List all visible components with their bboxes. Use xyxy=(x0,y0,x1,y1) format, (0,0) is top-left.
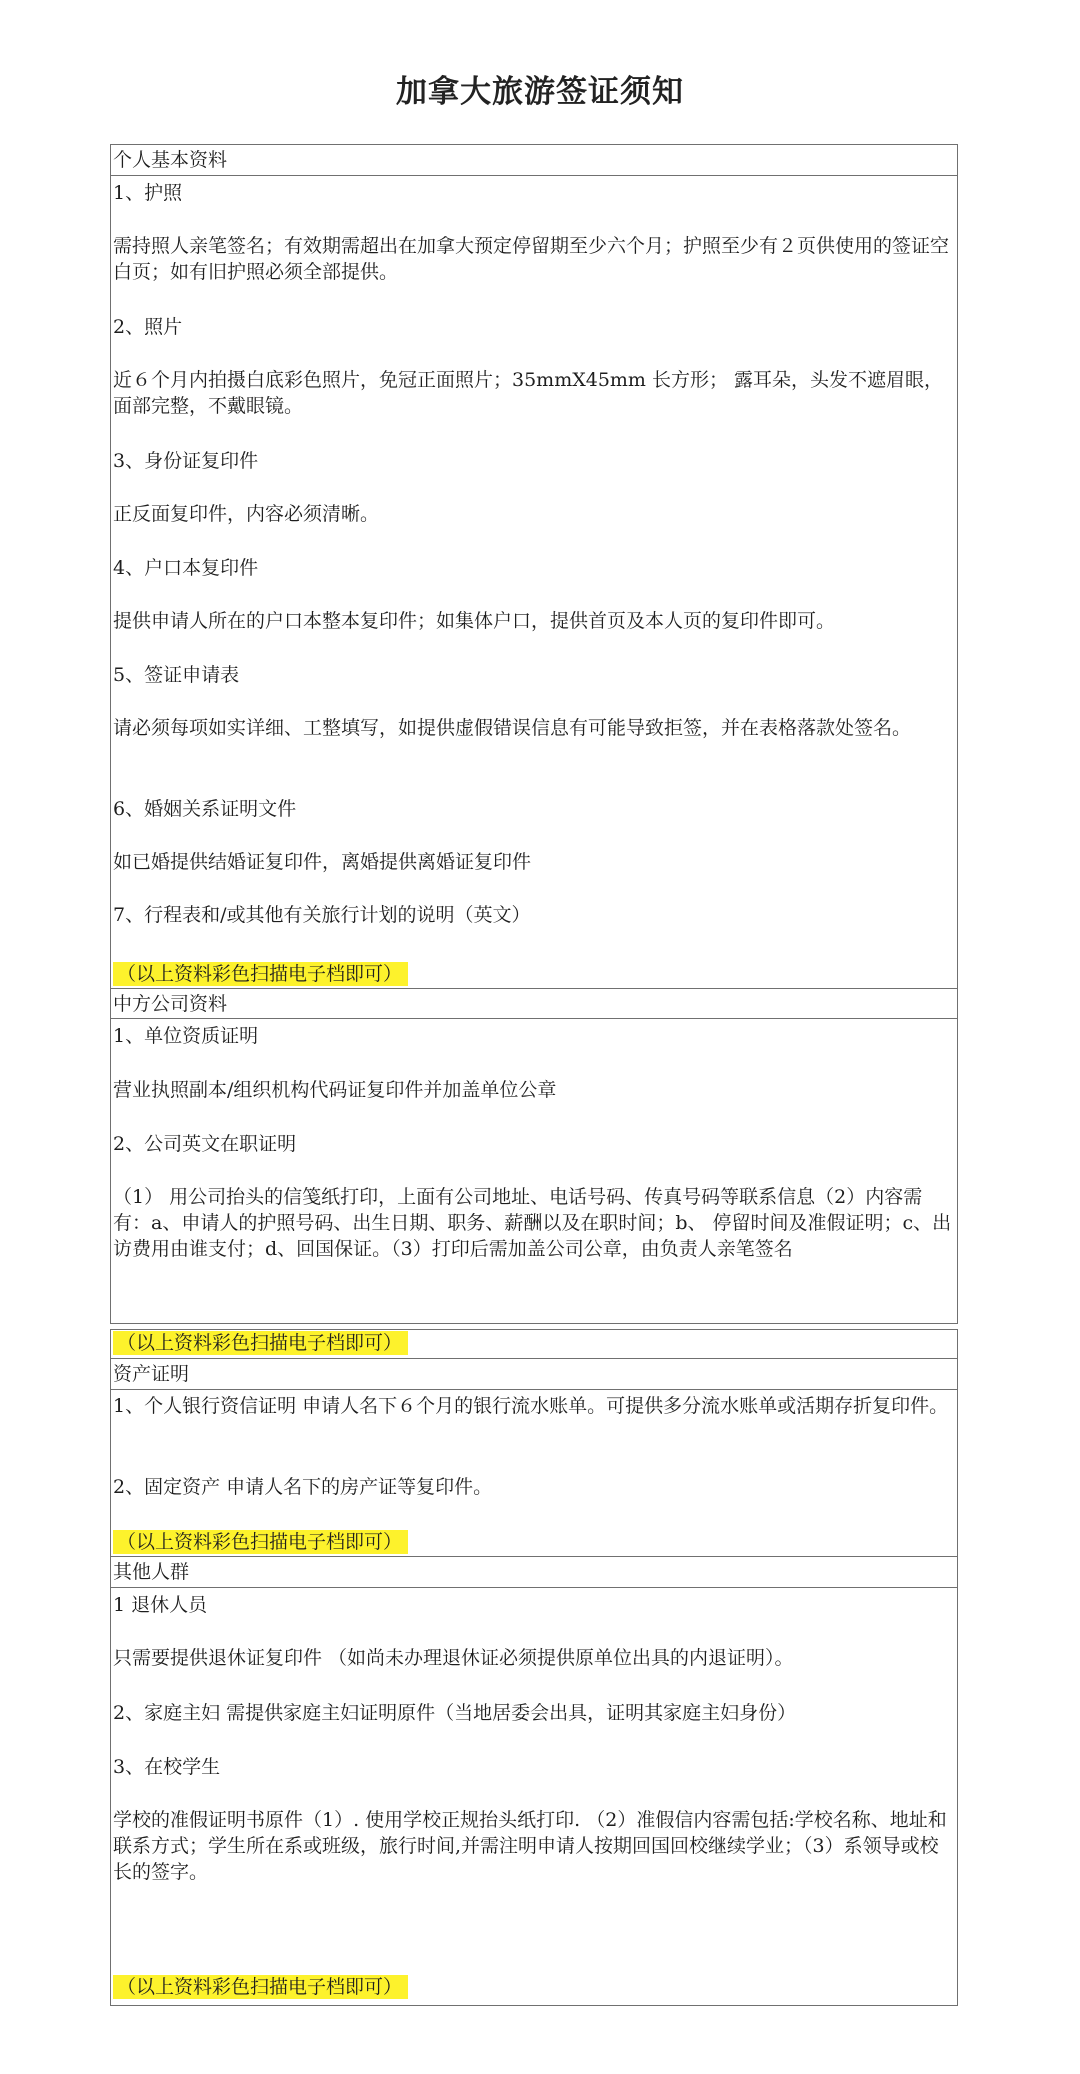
assets-item-bank: 1、个人银行资信证明 申请人名下６个月的银行流水账单。可提供多分流水账单或活期存折复印件。 xyxy=(113,1395,949,1417)
divider xyxy=(111,988,957,989)
item-heading-qualification: 1、单位资质证明 xyxy=(113,1025,259,1047)
item-body-photo: 近６个月内拍摄白底彩色照片，免冠正面照片；35mmX45mm 长方形； 露耳朵，头发不遮眉眼，面部完整，不戴眼镜。 xyxy=(113,369,944,417)
section-header-others: 其他人群 xyxy=(113,1561,190,1583)
section-header-assets: 资产证明 xyxy=(113,1363,190,1385)
assets-item-property: 2、固定资产 申请人名下的房产证等复印件。 xyxy=(113,1476,493,1498)
item-body-id-card: 正反面复印件，内容必须清晰。 xyxy=(113,503,380,525)
item-heading-student: 3、在校学生 xyxy=(113,1756,221,1778)
requirements-table-secondary xyxy=(110,1329,958,2006)
divider xyxy=(111,175,957,176)
item-heading-marriage: 6、婚姻关系证明文件 xyxy=(113,798,297,820)
item-body-retired: 只需要提供退休证复印件 （如尚未办理退休证必须提供原单位出具的内退证明）。 xyxy=(113,1647,794,1669)
item-body-hukou: 提供申请人所在的户口本整本复印件；如集体户口，提供首页及本人页的复印件即可。 xyxy=(113,610,836,632)
item-body-qualification: 营业执照副本/组织机构代码证复印件并加盖单位公章 xyxy=(113,1079,557,1101)
item-body-application-form: 请必须每项如实详细、工整填写，如提供虚假错误信息有可能导致拒签，并在表格落款处签名。 xyxy=(113,717,912,739)
page-title: 加拿大旅游签证须知 xyxy=(396,74,684,110)
divider xyxy=(111,1556,957,1557)
item-body-marriage: 如已婚提供结婚证复印件，离婚提供离婚证复印件 xyxy=(113,851,532,873)
divider xyxy=(111,1587,957,1588)
note-assets xyxy=(113,1529,953,1555)
item-heading-photo: 2、照片 xyxy=(113,316,183,338)
item-body-student: 学校的准假证明书原件（1）. 使用学校正规抬头纸打印. （2）准假信内容需包括:学校名称、地址和联系方式；学生所在系或班级，旅行时间,并需注明申请人按期回国回校继续学业；（3）系领导或校长的签字。 xyxy=(113,1809,947,1883)
item-heading-employment: 2、公司英文在职证明 xyxy=(113,1133,297,1155)
note-company xyxy=(113,1330,953,1356)
section-header-personal: 个人基本资料 xyxy=(113,149,228,171)
item-heading-housewife: 2、家庭主妇 需提供家庭主妇证明原件（当地居委会出具，证明其家庭主妇身份） xyxy=(113,1702,797,1724)
item-body-passport: 需持照人亲笔签名；有效期需超出在加拿大预定停留期至少六个月；护照至少有２页供使用的签证空白页；如有旧护照必须全部提供。 xyxy=(113,235,950,283)
highlight-note: （以上资料彩色扫描电子档即可） xyxy=(113,962,408,986)
item-heading-itinerary: 7、行程表和/或其他有关旅行计划的说明（英文） xyxy=(113,904,531,926)
highlight-note: （以上资料彩色扫描电子档即可） xyxy=(113,1530,408,1554)
requirements-table-main xyxy=(110,144,958,1324)
note-personal xyxy=(113,961,953,987)
highlight-note: （以上资料彩色扫描电子档即可） xyxy=(113,1975,408,1999)
item-heading-retired: 1 退休人员 xyxy=(113,1594,208,1616)
item-body-employment: （1） 用公司抬头的信笺纸打印，上面有公司地址、电话号码、传真号码等联系信息（2）内容需有：a、申请人的护照号码、出生日期、职务、薪酬以及在职时间；b、 停留时间及准假证明；c、出访费用由谁支付；d、回国保证。（3）打印后需加盖公司公章，由负责人亲笔签名 xyxy=(113,1186,952,1260)
note-others xyxy=(113,1974,953,2000)
item-heading-application-form: 5、签证申请表 xyxy=(113,664,240,686)
divider xyxy=(111,1018,957,1019)
item-heading-id-card: 3、身份证复印件 xyxy=(113,450,259,472)
divider xyxy=(111,1358,957,1359)
highlight-note: （以上资料彩色扫描电子档即可） xyxy=(113,1331,408,1355)
divider xyxy=(111,1389,957,1390)
item-heading-hukou: 4、户口本复印件 xyxy=(113,557,259,579)
section-header-company: 中方公司资料 xyxy=(113,993,228,1015)
item-heading-passport: 1、护照 xyxy=(113,182,183,204)
